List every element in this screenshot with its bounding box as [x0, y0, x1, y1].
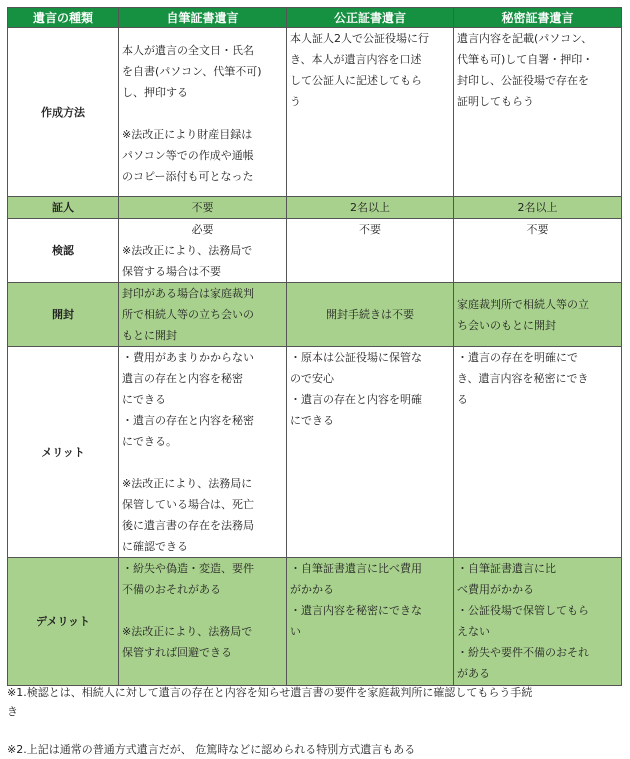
row-making-method [8, 28, 622, 197]
footnote-1: ※1.検認とは、相続人に対して遺言の存在と内容を知らせ遺言書の要件を家庭裁判所に確認してもらう手続 [7, 686, 533, 699]
cell-line: ・紛失や要件不備のおそれ [457, 646, 589, 659]
header-row [8, 8, 622, 28]
cell-line: えない [457, 625, 490, 638]
cell-line: 証明してもらう [457, 95, 534, 108]
footnote-1-cont: き [7, 705, 18, 718]
cell-line: 保管している場合は、死亡 [122, 498, 254, 511]
header-notarial-will: 公正証書遺言 [287, 8, 454, 28]
cell-line: ・自筆証書遺言に比べ費用 [290, 562, 422, 575]
cell-line: 家庭裁判所で相続人等の立 [457, 297, 589, 311]
cell-making-notarial [287, 28, 454, 197]
cell-line: る [457, 393, 468, 406]
row-label-making-method: 作成方法 [8, 28, 119, 197]
cell-line: して公証人に記述してもら [290, 74, 422, 87]
cell-line: がある [457, 667, 490, 680]
cell-probate-holographic [119, 219, 287, 283]
cell-merit-notarial [287, 347, 454, 558]
cell-line: ※法改正により財産目録は [122, 128, 253, 141]
cell-line: ・公証役場で保管してもら [457, 604, 589, 617]
will-comparison-table [7, 7, 622, 686]
cell-merit-secret [454, 347, 622, 558]
cell-line: ので安心 [290, 372, 334, 385]
footnote-spacer [7, 721, 621, 740]
header-will-type: 遺言の種類 [8, 8, 119, 28]
cell-line: のコピー添付も可となった [122, 170, 254, 183]
cell-line: ・遺言内容を秘密にできな [290, 604, 422, 617]
cell-witness-holographic: 不要 [119, 197, 287, 219]
cell-line: き、本人が遺言内容を口述 [290, 53, 422, 66]
cell-line: もとに開封 [122, 329, 177, 342]
cell-line: 遺言内容を記載(パソコン、 [457, 32, 593, 45]
cell-line: 本人が遺言の全文日・氏名 [122, 44, 254, 57]
cell-line: 代筆も可)して自署・押印・ [457, 53, 594, 66]
cell-line: 不備のおそれがある [122, 583, 221, 596]
cell-line: パソコン等での作成や通帳 [122, 149, 254, 162]
cell-line: べ費用がかかる [457, 583, 534, 596]
cell-opening-notarial: 開封手続きは不要 [287, 283, 454, 347]
spacer [122, 452, 283, 473]
cell-making-holographic [119, 28, 287, 197]
row-opening [8, 283, 622, 347]
cell-line: い [290, 625, 301, 638]
cell-line: き、遺言内容を秘密にでき [457, 372, 589, 385]
footnotes [7, 683, 621, 759]
cell-making-secret [454, 28, 622, 197]
cell-line: 所で相続人等の立ち会いの [122, 308, 254, 321]
row-label-opening: 開封 [8, 283, 119, 347]
cell-line: 保管する場合は不要 [122, 265, 221, 278]
cell-line: し、押印する [122, 86, 188, 99]
cell-line: ・遺言の存在と内容を明確 [290, 393, 422, 406]
spacer [122, 600, 283, 621]
spacer [122, 103, 283, 124]
cell-witness-secret: 2名以上 [454, 197, 622, 219]
cell-line: ・費用があまりかからない [122, 351, 254, 364]
header-secret-will: 秘密証書遺言 [454, 8, 622, 28]
cell-line: ・遺言の存在を明確にで [457, 351, 578, 364]
cell-demerit-notarial [287, 558, 454, 686]
cell-line: ・自筆証書遺言に比 [457, 562, 556, 575]
cell-line: ※法改正により、法務局で [122, 244, 253, 257]
cell-line: を自書(パソコン、代筆不可) [122, 65, 262, 78]
cell-line: がかかる [290, 583, 334, 596]
row-witness [8, 197, 622, 219]
cell-line: ※法改正により、法務局で [122, 625, 253, 638]
row-label-demerit: デメリット [8, 558, 119, 686]
row-demerit [8, 558, 622, 686]
cell-demerit-secret [454, 558, 622, 686]
cell-line: にできる。 [122, 435, 177, 448]
cell-line: 遺言の存在と内容を秘密 [122, 372, 243, 385]
row-label-merit: メリット [8, 347, 119, 558]
row-label-probate: 検認 [8, 219, 119, 283]
cell-merit-holographic [119, 347, 287, 558]
cell-line: 封印がある場合は家庭裁判 [122, 287, 254, 300]
cell-line: 必要 [191, 223, 214, 236]
cell-probate-secret: 不要 [454, 219, 622, 283]
footnote-2: ※2.上記は通常の普通方式遺言だが、 危篤時などに認められる特別方式遺言もある [7, 743, 416, 756]
cell-line: 後に遺言書の存在を法務局 [122, 519, 254, 532]
cell-probate-notarial: 不要 [287, 219, 454, 283]
row-probate [8, 219, 622, 283]
cell-line: ち会いのもとに開封 [457, 318, 556, 332]
cell-line: に確認できる [122, 540, 188, 553]
row-label-witness: 証人 [8, 197, 119, 219]
cell-line: ・原本は公証役場に保管な [290, 351, 422, 364]
cell-line: ・紛失や偽造・変造、要件 [122, 562, 254, 575]
cell-line: にできる [290, 414, 334, 427]
header-holographic-will: 自筆証書遺言 [119, 8, 287, 28]
cell-line: 封印し、公証役場で存在を [457, 74, 589, 87]
cell-demerit-holographic [119, 558, 287, 686]
row-merit [8, 347, 622, 558]
cell-line: 本人証人2人で公証役場に行 [290, 32, 429, 45]
cell-line: 保管すれば回避できる [122, 646, 232, 659]
cell-line: ※法改正により、法務局に [122, 477, 253, 490]
cell-opening-holographic [119, 283, 287, 347]
cell-opening-secret [454, 283, 622, 347]
cell-line: にできる [122, 393, 166, 406]
cell-witness-notarial: 2名以上 [287, 197, 454, 219]
cell-line: ・遺言の存在と内容を秘密 [122, 414, 254, 427]
cell-line: う [290, 95, 301, 108]
